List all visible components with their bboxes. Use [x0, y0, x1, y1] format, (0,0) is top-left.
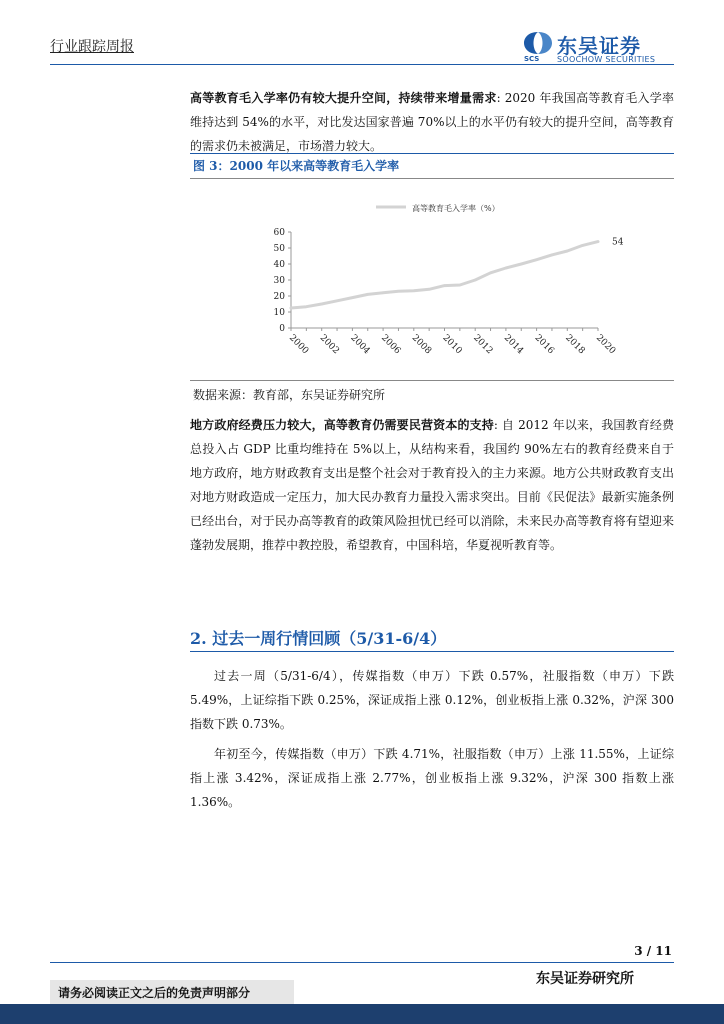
data-point: [336, 300, 338, 302]
x-tick-label: 2016: [532, 333, 556, 357]
data-point: [566, 250, 568, 252]
figure-rule-bottom: [190, 380, 674, 381]
footer-divider: [50, 962, 674, 963]
x-tick-label: 2010: [440, 333, 464, 357]
y-tick-label: 30: [273, 276, 285, 286]
enrollment-chart: [190, 180, 674, 378]
x-tick-label: 2018: [563, 333, 587, 357]
data-point: [367, 293, 369, 295]
x-tick-label: 2014: [501, 333, 526, 357]
section-divider: [190, 651, 674, 652]
logo-icon: [522, 30, 554, 56]
logo-en: SOOCHOW SECURITIES: [557, 55, 656, 64]
y-tick-label: 0: [279, 324, 285, 334]
x-tick-label: 2002: [317, 333, 341, 357]
data-point: [459, 284, 461, 286]
section-title: 2. 过去一周行情回顾（5/31-6/4）: [190, 629, 447, 648]
data-point: [489, 272, 491, 274]
y-tick-label: 50: [273, 244, 285, 254]
logo-cn: 东吴证券: [557, 34, 641, 58]
data-point: [428, 288, 430, 290]
paragraph-funding-lead: 地方政府经费压力较大，高等教育仍需要民营资本的支持: [190, 418, 494, 432]
data-point: [443, 284, 445, 286]
data-point: [305, 306, 307, 308]
data-point: [321, 303, 323, 305]
data-label-end: 54: [612, 237, 624, 248]
x-tick-label: 2006: [378, 333, 403, 357]
x-tick-label: 2020: [593, 333, 618, 357]
x-tick-label: 2008: [409, 333, 433, 357]
data-point: [535, 258, 537, 260]
legend-label: 高等教育毛入学率（%）: [412, 204, 500, 213]
data-point: [413, 290, 415, 292]
paragraph-enrollment-body: : 2020 年我国高等教育毛入学率维持达到 54%的水平，对比发达国家普遍 70%以上的水平仍有较大的提升空间，高等教育的需求仍未被满足，市场潜力较大。: [190, 91, 674, 153]
figure-rule-mid: [190, 178, 674, 179]
data-point: [597, 240, 599, 242]
x-tick-label: 2004: [348, 333, 372, 357]
data-point: [505, 267, 507, 269]
y-tick-label: 40: [273, 260, 285, 270]
logo-abbr: SCS: [524, 55, 540, 63]
footer-org: 东吴证券研究所: [536, 971, 634, 987]
y-tick-label: 60: [273, 228, 285, 238]
report-type: 行业跟踪周报: [50, 39, 134, 55]
x-tick-label: 2000: [286, 333, 311, 357]
data-point: [382, 292, 384, 294]
y-tick-label: 20: [273, 292, 285, 302]
y-tick-label: 10: [273, 308, 285, 318]
figure-rule-top: [190, 153, 674, 154]
chart-area: [190, 180, 674, 378]
x-tick-label: 2012: [471, 333, 495, 357]
figure-title: 图 3：2000 年以来高等教育毛入学率: [193, 159, 400, 173]
data-point: [397, 290, 399, 292]
series-line: [291, 242, 598, 308]
figure-source: 数据来源：教育部，东吴证券研究所: [193, 388, 386, 402]
page-number: 3 / 11: [634, 944, 672, 958]
data-point: [290, 307, 292, 309]
bottom-bar: [0, 1004, 724, 1024]
data-point: [351, 296, 353, 298]
paragraph-enrollment: [190, 86, 674, 158]
paragraph-funding: [190, 413, 674, 557]
paragraph-ytd: 年初至今，传媒指数（申万）下跌 4.71%，社服指数（申万）上涨 11.55%，上证综指上涨 3.42%，深证成指上涨 2.77%，创业板指上涨 9.32%，沪深 300 指数上涨 1.36%。: [190, 747, 674, 809]
data-point: [474, 279, 476, 281]
data-point: [581, 244, 583, 246]
data-point: [520, 263, 522, 265]
paragraph-weekly: 过去一周（5/31-6/4），传媒指数（申万）下跌 0.57%，社服指数（申万）下跌 5.49%，上证综指下跌 0.25%，深证成指上涨 0.12%，创业板指上涨 0.32%，沪深 300 指数下跌 0.73%。: [190, 669, 674, 731]
paragraph-funding-body: : 自 2012 年以来，我国教育经费总投入占 GDP 比重均维持在 5%以上，从结构来看，我国约 90%左右的教育经费来自于地方政府，地方财政教育支出是整个社会对于教育投入的主力来源。地方公共财政教育支出对地方财政造成一定压力，加大民办教育力量投入需求突出。目前《民促法》最新实施条例已经出台，对于民办高等教育的政策风险担忧已经可以消除，未来民办高等教育将有望迎来蓬勃发展期，推荐中教控股，希望教育，中国科培，华夏视听教育等。: [190, 418, 674, 552]
disclaimer-text: 请务必阅读正文之后的免责声明部分: [58, 986, 251, 1000]
header-divider: [50, 64, 674, 65]
paragraph-enrollment-lead: 高等教育毛入学率仍有较大提升空间，持续带来增量需求: [190, 91, 497, 105]
data-point: [551, 254, 553, 256]
